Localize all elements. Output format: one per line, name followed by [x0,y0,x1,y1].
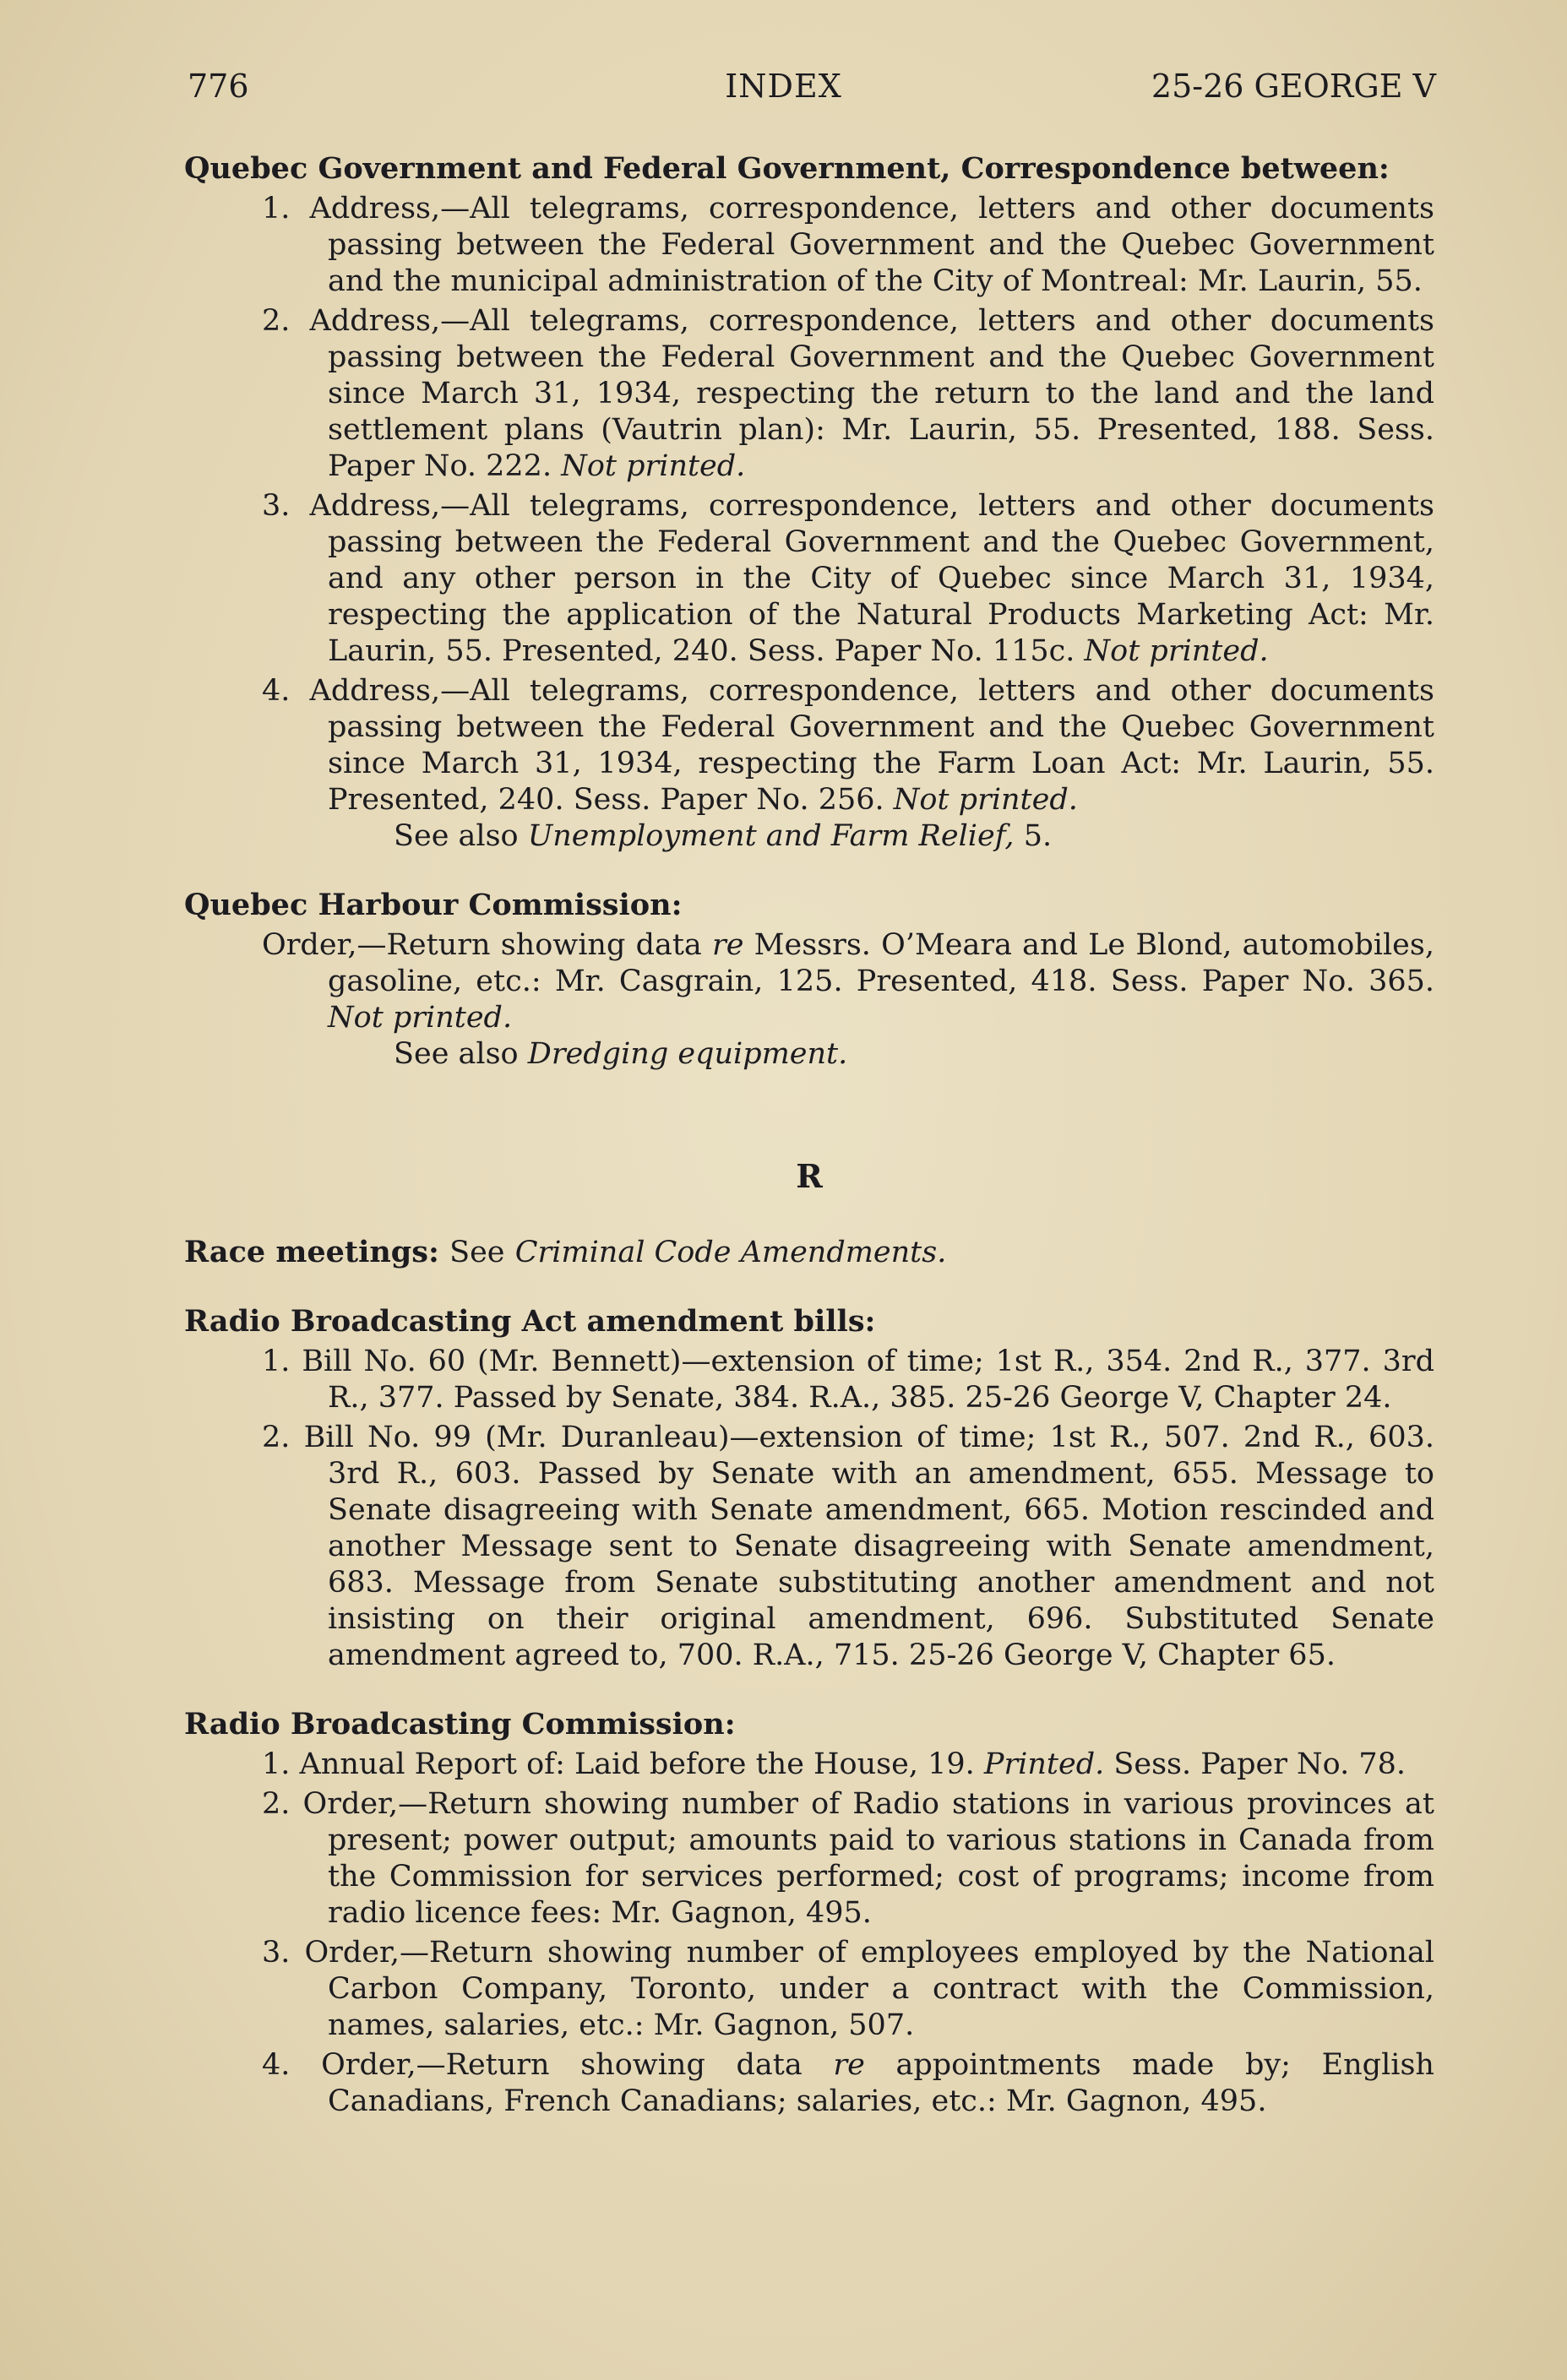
entry-heading: Quebec Harbour Commission: [184,888,683,922]
item-text-rest: Sess. Paper No. 78. [1113,1747,1406,1781]
list-item [184,1420,1434,1674]
entry-heading [184,1234,1434,1271]
see-also [184,818,1434,855]
item-text: Address,—All telegrams, correspondence, letters and other documents passing between the Federal Government and the Quebec Government, and any other person in the City of Quebec since March 31, 1934, respecting the application of the Natural Products Marketing Act: Mr. Laurin, 55. Presented, 240. Sess. Paper No. 115c. [309,489,1434,668]
item-number: 2. [262,1421,291,1454]
item-number: 3. [262,489,291,523]
order-re: re [711,928,744,962]
see-also [184,1036,1434,1073]
see-also-ref: Unemployment and Farm Relief, [527,819,1015,853]
item-number: 1. [262,1747,291,1781]
list-item [184,927,1434,1036]
list-item [184,303,1434,485]
item-text: Bill No. 60 (Mr. Bennett)—extension of time; 1st R., 354. 2nd R., 377. 3rd R., 377. Passed by Senate, 384. R.A., 385. 25-26 George V, Chapter 24. [302,1345,1434,1415]
entry-race-meetings [184,1234,1434,1271]
list-item [184,1747,1434,1783]
item-number: 4. [262,2048,291,2082]
item-text: Order,—Return showing number of Radio stations in various provinces at present; power output; amounts paid to various stations in Canada from the Commission for services performed; cost of programs; income from radio licence fees: Mr. Gagnon, 495. [302,1787,1434,1930]
entry-radio-act [184,1303,1434,1674]
item-note: Not printed. [893,783,1078,817]
item-re: re [833,2048,865,2082]
order-text: Order,—Return showing data [262,928,702,962]
see-label: See [449,1236,505,1269]
item-number: 1. [262,1345,291,1378]
list-item [184,2047,1434,2120]
item-text: Annual Report of: Laid before the House, 19. [299,1747,975,1781]
index-content [184,150,1434,2152]
item-text: Order,—Return showing data [321,2048,803,2082]
entry-quebec-harbour [184,887,1434,1073]
item-note: Not printed. [328,1001,513,1035]
see-also-prefix: See also [394,819,519,853]
item-number: 2. [262,1787,291,1821]
list-item [184,1935,1434,2044]
item-note: Printed. [983,1747,1105,1781]
item-number: 4. [262,674,291,708]
see-also-prefix: See also [394,1037,519,1071]
list-item [184,673,1434,818]
item-text: Address,—All telegrams, correspondence, letters and other documents passing between the Federal Government and the Quebec Government since March 31, 1934, respecting the Farm Loan Act: Mr. Laurin, 55. Presented, 240. Sess. Paper No. 256. [309,674,1434,817]
list-item [184,1344,1434,1416]
list-item [184,488,1434,670]
running-head [0,68,1567,110]
item-number: 2. [262,304,291,338]
order-text-rest: Messrs. O’Meara and Le Blond, automobiles, gasoline, etc.: Mr. Casgrain, 125. Presented, 418. Sess. Paper No. 365. [328,928,1434,998]
item-note: Not printed. [1084,634,1269,668]
item-text: Address,—All telegrams, correspondence, letters and other documents passing between the Federal Government and the Quebec Government since March 31, 1934, respecting the return to the land and the land settlement plans (Vautrin plan): Mr. Laurin, 55. Presented, 188. Sess. Paper No. 222. [309,304,1434,483]
entry-heading: Radio Broadcasting Act amendment bills: [184,1304,876,1339]
item-text: Address,—All telegrams, correspondence, letters and other documents passing between the Federal Government and the Quebec Government and the municipal administration of the City of Montreal: Mr. Laurin, 55. [309,192,1434,298]
list-item [184,191,1434,300]
see-also-ref: Dredging equipment. [527,1037,848,1071]
item-note: Not printed. [561,449,746,483]
entry-heading: Radio Broadcasting Commission: [184,1707,736,1742]
running-title: INDEX [725,68,842,105]
item-number: 3. [262,1936,291,1970]
item-number: 1. [262,192,291,226]
see-also-suffix: 5. [1023,819,1053,853]
item-text: Bill No. 99 (Mr. Duranleau)—extension of time; 1st R., 507. 2nd R., 603. 3rd R., 603. Passed by Senate with an amendment, 655. Message to Senate disagreeing with Senate amendment, 665. Motion rescinded and another Message sent to Senate disagreeing with Senate amendment, 683. Message from Senate substituting another amendment and not insisting on their original amendment, 696. Substituted Senate amendment agreed to, 700. R.A., 715. 25-26 George V, Chapter 65. [303,1421,1434,1672]
section-letter: R [796,1157,823,1195]
item-text-rest: appointments made by; English Canadians, French Canadians; salaries, etc.: Mr. Gagnon, 495. [328,2048,1434,2118]
heading-text: Race meetings: [184,1235,439,1269]
running-volume: 25-26 GEORGE V [1151,68,1436,105]
entry-radio-commission [184,1706,1434,2120]
list-item [184,1786,1434,1932]
entry-quebec-government [184,150,1434,855]
entry-heading: Quebec Government and Federal Government, Correspondence between: [184,151,1390,186]
page-number: 776 [188,68,249,105]
see-ref: Criminal Code Amendments. [514,1236,947,1269]
item-text: Order,—Return showing number of employees employed by the National Carbon Company, Toronto, under a contract with the Commission, names, salaries, etc.: Mr. Gagnon, 507. [304,1936,1434,2042]
